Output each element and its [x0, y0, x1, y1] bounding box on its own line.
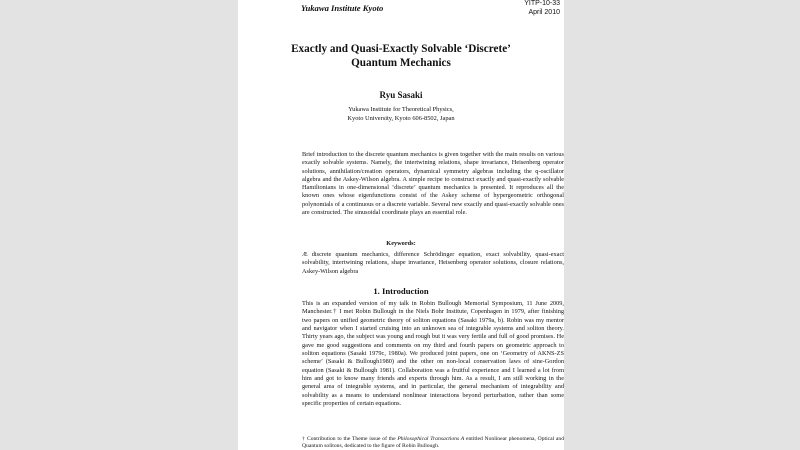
- footnote-journal: Philosophical Transactions A: [397, 436, 465, 442]
- title-line-1: Exactly and Quasi-Exactly Solvable ‘Discrete’: [291, 43, 511, 55]
- affiliation-line-2: Kyoto University, Kyoto 606-8502, Japan: [347, 114, 455, 122]
- abstract-text: Brief introduction to the discrete quantum mechanics is given together with the main results on various exactly solvable systems. Namely, the intertwining relations, shape invariance, Heisenberg operator solutions, annihilation/creation operators, dynamical symmetry algebras including the q-oscillator algebra and the Askey-Wilson algebra. A simple recipe to construct exactly and quasi-exactly solvable Hamiltonians in one-dimensional ‘discrete’ quantum mechanics is presented. It reproduces all the known ones whose eigenfunctions consist of the Askey scheme of hypergeometric orthogonal polynomials of a continuous or a discrete variable. Several new exactly and quasi-exactly solvable ones are constructed. The sinusoidal coordinate plays an essential role.: [302, 151, 564, 217]
- keywords-text: Æ discrete quantum mechanics, difference Schrödinger equation, exact solvability, quasi-exact solvability, intertwining relations, shape invariance, Heisenberg operator solutions, closure relations, Askey-Wilson algebra: [302, 251, 564, 275]
- section-heading: 1. Introduction: [373, 286, 429, 296]
- footnote-suffix: entitled Nonlinear phenomena, Optical and Quantum solitons, dedicated to the figure of Robin Bullough.: [302, 436, 564, 450]
- paper-title: [278, 43, 524, 70]
- title-line-2: Quantum Mechanics: [351, 56, 451, 69]
- affiliation: [238, 106, 564, 123]
- report-date: April 2010: [528, 8, 560, 16]
- affiliation-line-1: Yukawa Institute for Theoretical Physics,: [348, 106, 454, 113]
- report-info: [524, 0, 560, 17]
- paper-page: [238, 0, 564, 450]
- footnote: [302, 436, 564, 450]
- footnote-prefix: † Contribution to the Theme issue of the: [302, 436, 398, 442]
- author-name: Ryu Sasaki: [379, 90, 423, 100]
- introduction-text: This is an expanded version of my talk in Robin Bullough Memorial Symposium, 11 June 2009, Manchester.† I met Robin Bullough in the Niels Bohr Institute, Copenhagen in 1979, after finishing two papers on unified geometric theory of soliton equations (Sasaki 1979a, b). Robin was my mentor and navigator when I started cruising into an unknown sea of integrable systems and soliton theory. Thirty years ago, the subject was young and rough but it was very fertile and full of good promises. He gave me good suggestions and comments on my third and fourth papers on geometric approach to soliton equations (Sasaki 1979c, 1980a). We produced joint papers, one on ‘Geometry of AKNS-ZS scheme’ (Sasaki & Bullough1980) and the other on non-local conservation laws of sine-Gordon equation (Sasaki & Bullough 1981). Collaboration was a fruitful experience and I learned a lot from him and got to know many friends and experts through him. As a result, I am still working in the general area of integrable systems, and in particular, the general mechanism of integrability and solvability as a means to understand nonlinear interactions beyond perturbation, rather than some specific properties of certain equations.: [302, 300, 564, 408]
- keywords-heading: Keywords:: [386, 240, 416, 247]
- report-number: YITP-10-33: [524, 0, 560, 7]
- journal-header: Yukawa Institute Kyoto: [301, 3, 384, 13]
